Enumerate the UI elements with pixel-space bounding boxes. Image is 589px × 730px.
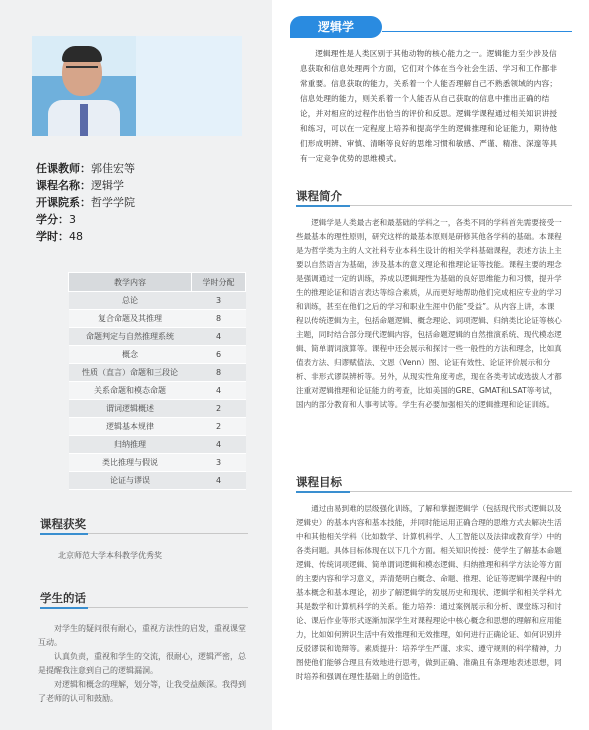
table-row: 命题判定与自然推理系统 4 [69,328,246,346]
student-comment: 认真负责，重视和学生的交流，很耐心，逻辑严密，总是提醒我注意到自己的逻辑漏洞。 [38,652,246,675]
course-intro: 逻辑理性是人类区别于其他动物的核心能力之一。逻辑能力至少涉及信息获取和信息处理两个方面，它们对个体在当今社会生活、学习和工作都非常重要。信息获取的能力，关系着一个人能否理解自己不熟悉领域的内容；信息处理的能力，则关系着一个人能否从自己获取的信息中推出正确的结论，并对相应的过程作出恰当的评价和反思。逻辑学课程通过相关知识讲授和练习，可以在一定程度上培养和提高学生的逻辑推理和论证能力，期待他们形成明辨、审慎、清晰等良好的思维习惯和敏感、严谨、精准、深邃等具有一定竞争优势的思维模式。 [300,49,558,163]
student-title: 学生的话 [40,591,86,605]
table-row: 性质（直言）命题和三段论 8 [69,364,246,382]
award-text: 北京师范大学本科教学优秀奖 [58,551,162,560]
table-row: 关系命题和模态命题 4 [69,382,246,400]
content-table [68,272,246,490]
table-row: 逻辑基本规律 2 [69,418,246,436]
brief-underline [296,205,350,207]
award-underline [40,533,88,535]
goal-title: 课程目标 [296,475,342,489]
course-title-badge: 逻辑学 [290,16,382,38]
table-row: 概念 6 [69,346,246,364]
brief-rule [350,205,572,206]
hours-value: 48 [69,230,83,243]
course-info [36,160,135,245]
credits-row: 学分：3 [36,213,76,226]
goal-text: 通过由易到难的层级强化训练，了解和掌握逻辑学（包括现代形式逻辑以及逻辑史）的基本内容和基本技能，并同时能运用正确合理的思维方式去解决生活中和其他相关学科（比如数学、计算机科学、人工智能以及法律或教育学）中的各类问题。具体目标体现在以下几个方面。相关知识传授：使学生了解基本命题逻辑、传统词项逻辑、简单谓词逻辑和模态逻辑、归纳推理和科学方法论等方面的主要内容和学习意义，弄清楚明白概念、命题、推理、论证等逻辑学课程中的基本概念和基本理论，初步了解逻辑学的发展历史和现状、逻辑学和相关学科尤其是数学和计算机科学的关系。能力培养：通过案例展示和分析、课堂练习和讨论、课后作业等形式逐渐加深学生对课程理论中核心概念和思想的理解和应用能力，比如如何辨识生活中有效推理和无效推理，如何进行正确论证、如何识别并反驳谬误和诡辩等。素质提升：培养学生严谨、求实、遵守规则的科学精神，力图使他们能够合理且有效地进行思考，做到正确、准确且有条理地表述思想，同时培养和强调在理性基础上的创造性。 [296,504,562,681]
table-row: 类比推理与假说 3 [69,454,246,472]
table-row: 总论 3 [69,292,246,310]
student-rule [88,607,248,608]
teacher-row: 任课教师：郭佳宏等 [36,162,135,175]
course-row: 课程名称：逻辑学 [36,179,124,192]
course-name: 逻辑学 [91,179,124,192]
award-title: 课程获奖 [40,517,86,531]
student-comment: 对学生的疑问很有耐心，重视方法性的启发，重视课堂互动。 [38,624,246,647]
table-row: 谓词逻辑概述 2 [69,400,246,418]
hours-row: 学时：48 [36,230,83,243]
teacher-photo [32,36,136,136]
table-row: 论证与谬误 4 [69,472,246,490]
dept-row: 开课院系：哲学学院 [36,196,135,209]
student-comments [38,622,248,706]
table-header-content: 教学内容 [69,273,192,292]
dept-name: 哲学学院 [91,196,135,209]
student-comment: 对逻辑和概念的理解，划分等，让我受益颇深。我得到了老师的认可和鼓励。 [38,680,246,703]
award-rule [88,533,248,534]
table-header-hours: 学时分配 [192,273,246,292]
table-row: 归纳推理 4 [69,436,246,454]
brief-text: 逻辑学是人类最古老和最基础的学科之一，各类不同的学科首先需要接受一些最基本的理性原则，研究这样的最基本原则是研修其他各学科的基础。本课程是为哲学类为主的人文社科专业本科生设计的相关学科基础课程，表述方法上主要以自然语言为基础，涉及基本的意义理论和推理论证等技能。课程主要的理念是强调通过一定的训练，养成以逻辑理性为基础的良好思维能力和习惯，提升学生的推理论证和语言表达等综合素质，从而更好地帮助他们完成相应专业的学习和训练，甚至在他们之后的学习和职业生涯中仍能“受益”。从内容上讲，本课程以传统逻辑为主，包括命题逻辑、概念理论、词项逻辑、归纳类比论证等核心主题，同时结合部分现代逻辑内容，包括命题逻辑的自然推演系统、现代模态逻辑、简单谓词演算等。课程中还会展示和探讨一些一般性的方法和理念，比如真值表方法、归谬赋值法、文恩（Venn）图、论证有效性、论证评价展示和分析、非形式谬误辨析等。另外，从现实性角度考虑，现在各类考试或选拔人才都注重对逻辑推理和论证能力的考查，比如美国的GRE、GMAT和LSAT等考试，国内的部分教育和人事考试等。学生有必要加强相关的逻辑推理和论证训练。 [296,218,562,409]
brief-title: 课程简介 [296,189,342,203]
table-row: 复合命题及其推理 8 [69,310,246,328]
goal-underline [296,491,350,493]
credits-value: 3 [69,213,76,226]
goal-rule [350,491,572,492]
course-title-rule [382,31,572,32]
student-underline [40,607,88,609]
teacher-name: 郭佳宏等 [91,162,135,175]
